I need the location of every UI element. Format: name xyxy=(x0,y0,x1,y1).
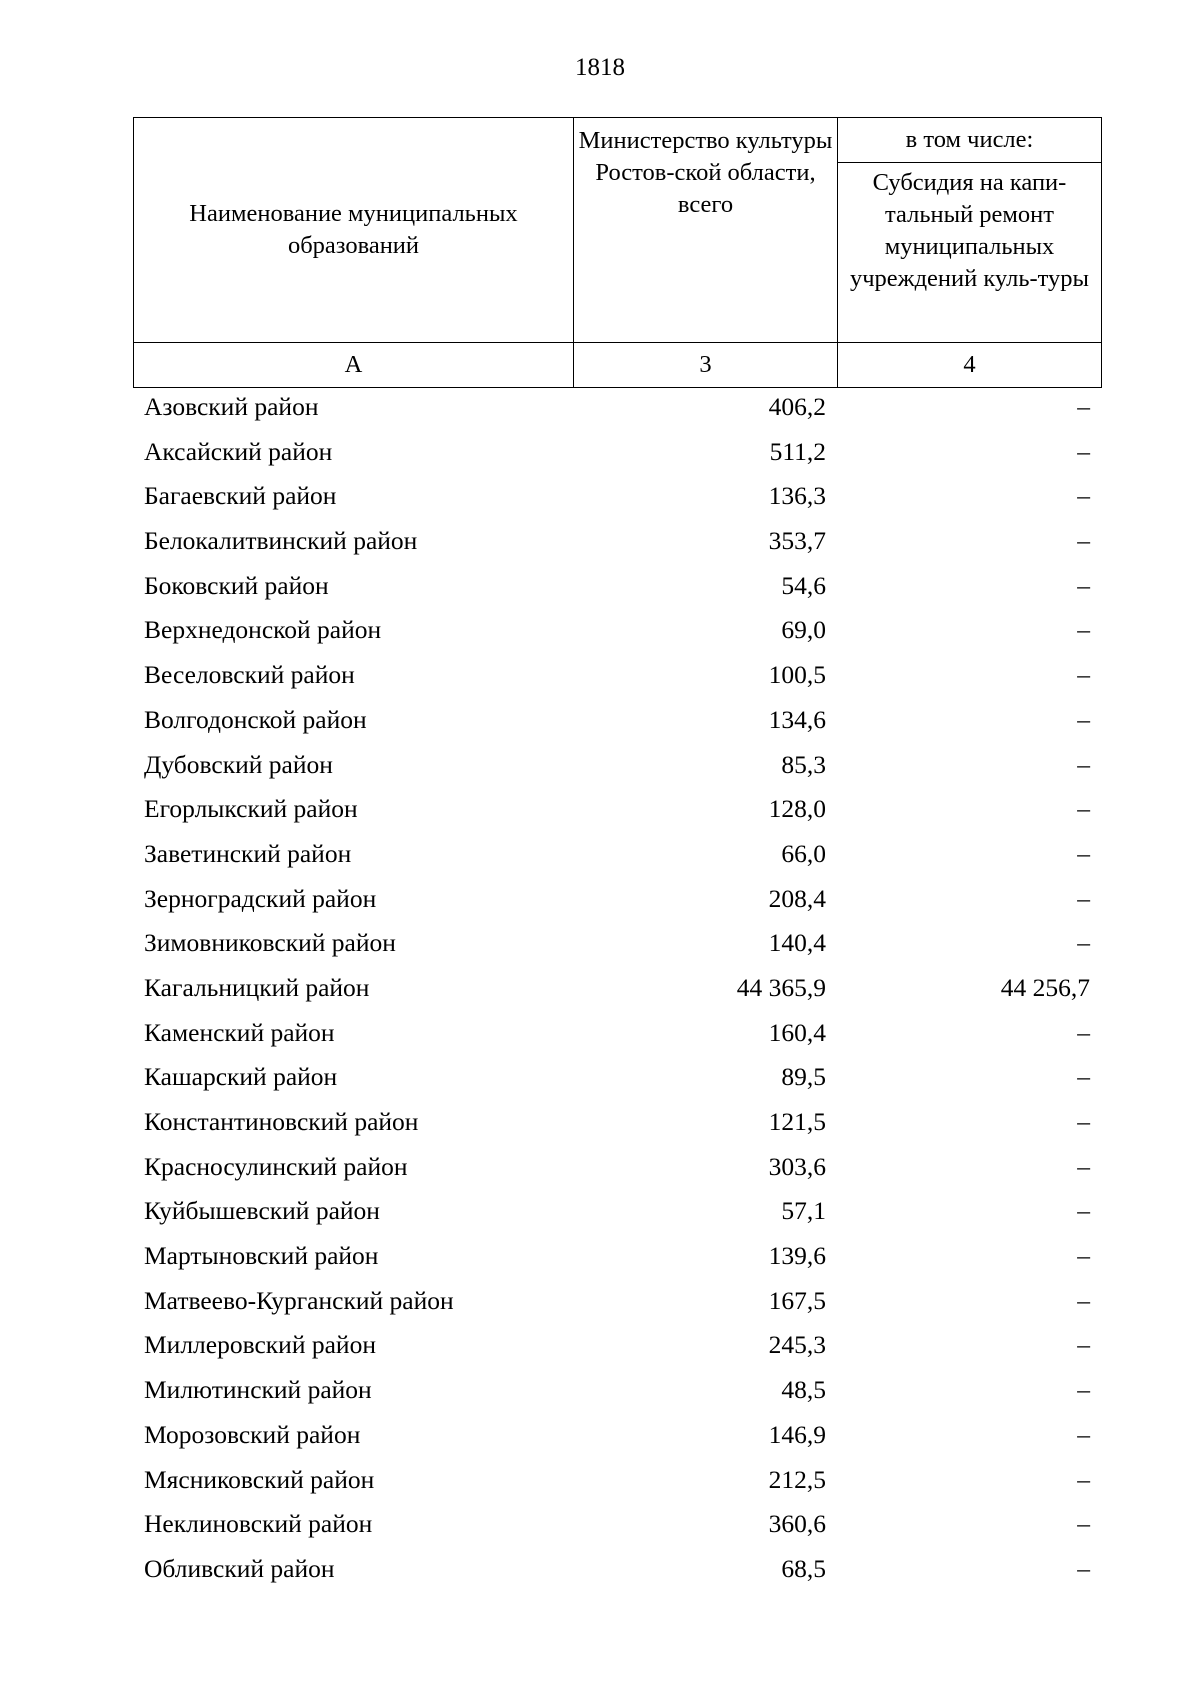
table-row xyxy=(133,698,1101,743)
municipality-name: Миллеровский район xyxy=(144,1330,376,1360)
municipality-name: Каменский район xyxy=(144,1017,335,1047)
subsidy-value: – xyxy=(1077,1151,1090,1181)
ministry-total-value: 69,0 xyxy=(781,615,826,645)
table-row xyxy=(133,1234,1101,1279)
municipality-name: Аксайский район xyxy=(144,436,333,466)
subsidy-value: – xyxy=(1077,704,1090,734)
municipality-name: Зерноградский район xyxy=(144,883,377,913)
column-header-including: в том числе: xyxy=(838,118,1102,163)
table-row xyxy=(133,1413,1101,1458)
table-row xyxy=(133,1189,1101,1234)
municipality-name: Верхнедонской район xyxy=(144,615,382,645)
table-row xyxy=(133,743,1101,788)
ministry-total-value: 245,3 xyxy=(768,1330,826,1360)
municipality-name: Белокалитвинский район xyxy=(144,526,418,556)
ministry-total-value: 128,0 xyxy=(768,794,826,824)
ministry-total-value: 167,5 xyxy=(768,1285,826,1315)
subsidy-value: – xyxy=(1077,838,1090,868)
ministry-total-value: 100,5 xyxy=(768,660,826,690)
table-row xyxy=(133,1368,1101,1413)
municipality-name: Веселовский район xyxy=(144,660,355,690)
subsidy-value: – xyxy=(1077,1419,1090,1449)
subsidy-value: – xyxy=(1077,392,1090,421)
table-row xyxy=(133,1011,1101,1056)
ministry-total-value: 66,0 xyxy=(781,838,826,868)
ministry-total-value: 136,3 xyxy=(768,481,826,511)
ministry-total-value: 57,1 xyxy=(781,1196,826,1226)
table-row xyxy=(133,474,1101,519)
column-header-ministry-total: Министерство культуры Ростов-ской области, всего xyxy=(574,118,838,343)
table-row xyxy=(133,1145,1101,1190)
subsidy-value: – xyxy=(1077,928,1090,958)
table-row xyxy=(133,787,1101,832)
table-row xyxy=(133,1323,1101,1368)
municipality-name: Боковский район xyxy=(144,570,329,600)
subsidy-value: – xyxy=(1077,1062,1090,1092)
column-header-subsidy: Субсидия на капи-тальный ремонт муниципальных учреждений куль-туры xyxy=(838,163,1102,343)
municipality-name: Багаевский район xyxy=(144,481,337,511)
subsidy-value: – xyxy=(1077,1017,1090,1047)
ministry-total-value: 48,5 xyxy=(781,1375,826,1405)
subsidy-value: – xyxy=(1077,1330,1090,1360)
ministry-total-value: 360,6 xyxy=(768,1509,826,1539)
municipality-name: Зимовниковский район xyxy=(144,928,396,958)
subsidy-value: – xyxy=(1077,1553,1090,1583)
subsidy-value: – xyxy=(1077,1241,1090,1271)
page-number: 1818 xyxy=(575,54,625,81)
ministry-total-value: 68,5 xyxy=(781,1553,826,1583)
municipality-name: Константиновский район xyxy=(144,1107,419,1136)
table-row xyxy=(133,1100,1101,1145)
ministry-total-value: 212,5 xyxy=(768,1464,826,1494)
subsidy-value: – xyxy=(1077,615,1090,645)
ministry-total-value: 85,3 xyxy=(781,749,826,779)
municipality-name: Мартыновский район xyxy=(144,1241,379,1271)
subsidy-value: – xyxy=(1077,1509,1090,1539)
ministry-total-value: 353,7 xyxy=(768,526,826,556)
ministry-total-value: 139,6 xyxy=(768,1241,826,1271)
subsidy-value: 44 256,7 xyxy=(1000,972,1090,1002)
ministry-total-value: 89,5 xyxy=(781,1062,826,1092)
table-row xyxy=(133,1502,1101,1547)
ministry-total-value: 160,4 xyxy=(768,1017,826,1047)
ministry-total-value: 121,5 xyxy=(768,1107,826,1136)
subsidy-value: – xyxy=(1077,1196,1090,1226)
subsidy-value: – xyxy=(1077,1464,1090,1494)
municipality-name: Милютинский район xyxy=(144,1375,372,1405)
municipality-name: Дубовский район xyxy=(144,749,333,779)
table-row xyxy=(133,921,1101,966)
subsidy-value: – xyxy=(1077,794,1090,824)
municipality-name: Куйбышевский район xyxy=(144,1196,380,1226)
column-number-a: А xyxy=(134,343,574,388)
ministry-total-value: 146,9 xyxy=(768,1419,826,1449)
municipality-name: Кашарский район xyxy=(144,1062,338,1092)
table-row xyxy=(133,1055,1101,1100)
subsidy-value: – xyxy=(1077,1285,1090,1315)
table-body xyxy=(133,385,1101,1592)
municipality-name: Волгодонской район xyxy=(144,704,367,734)
ministry-total-value: 54,6 xyxy=(781,570,826,600)
table-row xyxy=(133,385,1101,430)
table-row xyxy=(133,1279,1101,1324)
ministry-total-value: 134,6 xyxy=(768,704,826,734)
table-header xyxy=(133,117,1102,388)
subsidy-value: – xyxy=(1077,1107,1090,1136)
municipality-name: Матвеево-Курганский район xyxy=(144,1285,454,1315)
ministry-total-value: 406,2 xyxy=(768,392,826,421)
table-row xyxy=(133,564,1101,609)
ministry-total-value: 303,6 xyxy=(768,1151,826,1181)
subsidy-value: – xyxy=(1077,526,1090,556)
municipality-name: Егорлыкский район xyxy=(144,794,358,824)
ministry-total-value: 44 365,9 xyxy=(736,972,826,1002)
subsidy-value: – xyxy=(1077,570,1090,600)
table-row xyxy=(133,832,1101,877)
table-row xyxy=(133,608,1101,653)
ministry-total-value: 208,4 xyxy=(768,883,826,913)
column-number-4: 4 xyxy=(838,343,1102,388)
table-row xyxy=(133,877,1101,922)
subsidy-value: – xyxy=(1077,660,1090,690)
table-row xyxy=(133,1547,1101,1592)
table-row xyxy=(133,653,1101,698)
municipality-name: Заветинский район xyxy=(144,838,352,868)
municipality-name: Морозовский район xyxy=(144,1419,361,1449)
municipality-name: Красносулинский район xyxy=(144,1151,408,1181)
table-row xyxy=(133,966,1101,1011)
subsidy-value: – xyxy=(1077,883,1090,913)
subsidy-value: – xyxy=(1077,436,1090,466)
municipality-name: Неклиновский район xyxy=(144,1509,373,1539)
subsidy-value: – xyxy=(1077,1375,1090,1405)
municipality-name: Обливский район xyxy=(144,1553,335,1583)
municipality-name: Азовский район xyxy=(144,392,319,421)
subsidy-value: – xyxy=(1077,481,1090,511)
municipality-name: Кагальницкий район xyxy=(144,972,370,1002)
table-row xyxy=(133,430,1101,475)
ministry-total-value: 511,2 xyxy=(769,436,826,466)
ministry-total-value: 140,4 xyxy=(768,928,826,958)
table-row xyxy=(133,1458,1101,1503)
column-header-name: Наименование муниципальных образований xyxy=(134,118,574,343)
subsidy-value: – xyxy=(1077,749,1090,779)
table-row xyxy=(133,519,1101,564)
column-number-3: 3 xyxy=(574,343,838,388)
municipality-name: Мясниковский район xyxy=(144,1464,375,1494)
